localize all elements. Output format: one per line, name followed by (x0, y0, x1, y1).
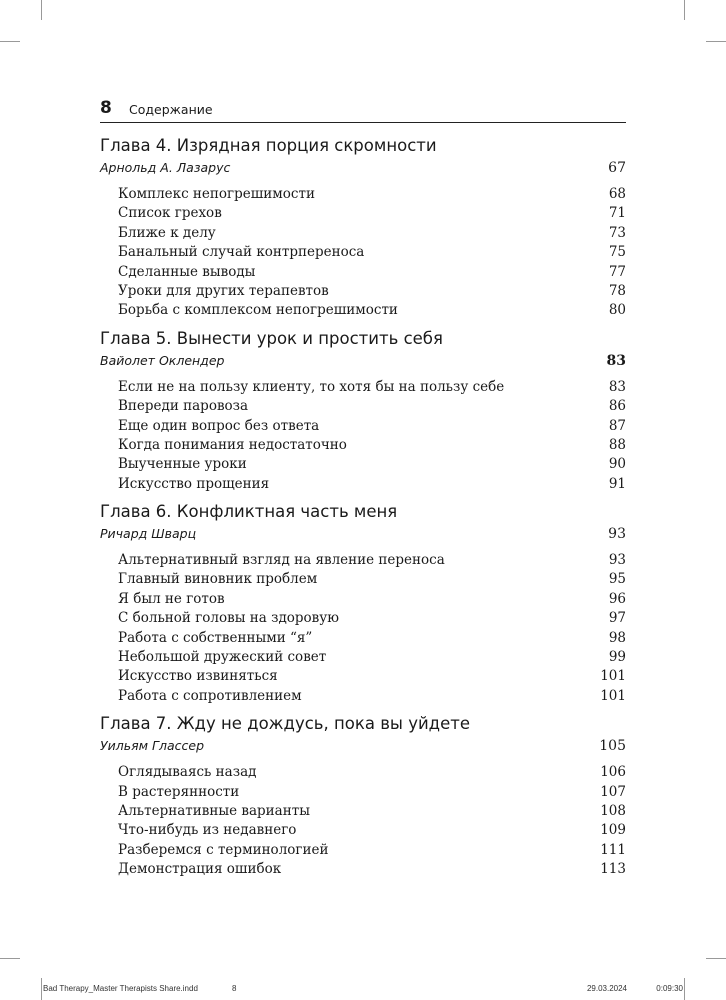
toc-entry-page: 88 (608, 436, 626, 453)
toc-entry-page: 86 (608, 398, 626, 415)
toc-entry-title: Что-нибудь из недавнего (118, 822, 297, 839)
chapter-block (100, 135, 626, 321)
toc-entry (100, 841, 626, 860)
chapter-title: Глава 4. Изрядная порция скромности (100, 136, 437, 155)
toc-entry (100, 475, 626, 494)
toc-entry-page: 75 (608, 244, 626, 261)
toc-entry (100, 378, 626, 397)
toc-entry-title: Выученные уроки (118, 456, 247, 473)
chapter-author: Арнольд А. Лазарус (100, 160, 231, 175)
crop-mark-bottom-right (684, 978, 685, 1000)
toc-entry (100, 282, 626, 301)
toc-entry-page: 101 (600, 687, 626, 704)
chapter-page-number: 83 (606, 352, 626, 369)
toc-entry (100, 185, 626, 204)
slug-date: 29.03.2024 (586, 984, 627, 993)
section-title: Содержание (129, 102, 213, 117)
toc-entry-page: 113 (600, 861, 626, 878)
toc-entry (100, 687, 626, 706)
toc-entry (100, 263, 626, 282)
crop-mark-top-right (684, 0, 685, 20)
slug-filename: Bad Therapy_Master Therapists Share.indd (43, 984, 198, 993)
chapter-author: Ричард Шварц (100, 526, 197, 542)
author-row (100, 735, 626, 757)
crop-mark-left-top (0, 41, 20, 42)
toc-entry (100, 301, 626, 320)
toc-entry (100, 204, 626, 223)
toc-entry-page: 107 (600, 783, 626, 800)
toc-entry (100, 455, 626, 474)
toc-entry (100, 397, 626, 416)
toc-entry-title: Список грехов (118, 205, 222, 222)
toc-entry (100, 243, 626, 262)
toc-entry-title: Если не на пользу клиенту, то хотя бы на пользу себе (118, 378, 505, 395)
toc-entry-title: Работа с сопротивлением (118, 687, 302, 704)
crop-mark-right-top (706, 41, 726, 42)
toc-entry-title: Оглядываясь назад (118, 764, 257, 781)
toc-entry-title: Я был не готов (118, 590, 225, 607)
toc-entry (100, 570, 626, 589)
toc-entry-title: Работа с собственными “я” (118, 629, 313, 646)
author-row (100, 350, 626, 372)
toc-entry-page: 109 (600, 822, 626, 839)
toc-entry-title: Комплекс непогрешимости (118, 186, 315, 202)
toc-entry (100, 609, 626, 628)
toc-entry-title: Впереди паровоза (118, 398, 249, 415)
toc-entry (100, 763, 626, 782)
toc-entry-page: 106 (600, 764, 626, 781)
chapter-page-number: 67 (608, 160, 626, 176)
running-header (100, 100, 626, 123)
toc-entry-title: Разберемся с терминологией (118, 841, 329, 858)
toc-entry-page: 83 (608, 378, 626, 395)
crop-mark-bottom-left (41, 978, 42, 1000)
chapter-title: Глава 7. Жду не дождусь, пока вы уйдете (100, 714, 471, 734)
toc-entry-title: Демонстрация ошибок (118, 861, 282, 878)
toc-entry (100, 821, 626, 840)
crop-mark-left-bottom (0, 958, 20, 959)
author-row (100, 157, 626, 179)
author-row (100, 523, 626, 545)
toc-entry-page: 80 (608, 302, 626, 319)
toc-entry (100, 802, 626, 821)
table-of-contents (100, 135, 626, 887)
chapter-page-number: 105 (599, 738, 626, 755)
print-slug (43, 984, 683, 998)
toc-entry-page: 96 (608, 590, 626, 607)
chapter-author: Вайолет Оклендер (100, 352, 225, 368)
toc-entry-page: 77 (608, 263, 626, 280)
toc-entry-page: 98 (608, 629, 626, 646)
toc-entry-page: 68 (608, 186, 626, 202)
toc-entry-page: 91 (608, 475, 626, 492)
toc-entry-page: 73 (608, 224, 626, 241)
toc-entry-page: 90 (608, 456, 626, 473)
toc-entry-title: Уроки для других терапевтов (118, 282, 329, 299)
toc-entry-page: 111 (600, 841, 626, 858)
toc-entry-page: 101 (600, 668, 626, 685)
toc-entry (100, 224, 626, 243)
toc-entry-title: Искусство извиняться (118, 668, 278, 685)
toc-entry-title: В растерянности (118, 783, 240, 800)
toc-entry-title: Борьба с комплексом непогрешимости (118, 302, 398, 319)
chapter-title: Глава 5. Вынести урок и простить себя (100, 328, 443, 348)
page-number: 8 (100, 98, 112, 118)
toc-entry-page: 97 (608, 610, 626, 627)
toc-entry-page: 93 (608, 552, 626, 569)
chapter-block (100, 328, 626, 494)
toc-entry-title: Ближе к делу (118, 224, 216, 241)
toc-entry (100, 783, 626, 802)
toc-entry-title: Сделанные выводы (118, 263, 256, 280)
chapter-block (100, 501, 626, 706)
toc-entry-page: 71 (608, 205, 626, 222)
chapter-page-number: 93 (608, 526, 626, 543)
toc-entry (100, 667, 626, 686)
toc-entry (100, 860, 626, 879)
toc-entry-title: Банальный случай контрпереноса (118, 244, 365, 261)
toc-entry-title: С больной головы на здоровую (118, 610, 339, 627)
toc-entry-page: 78 (608, 282, 626, 299)
toc-entry (100, 648, 626, 667)
toc-entry-title: Альтернативный взгляд на явление переноса (118, 552, 445, 569)
toc-entry-page: 99 (608, 649, 626, 666)
crop-mark-right-bottom (706, 958, 726, 959)
toc-entry-title: Главный виновник проблем (118, 571, 318, 588)
toc-entry (100, 551, 626, 570)
toc-entry-page: 95 (608, 571, 626, 588)
toc-entry-title: Когда понимания недостаточно (118, 436, 347, 453)
chapter-title: Глава 6. Конфликтная часть меня (100, 502, 398, 522)
chapter-author: Уильям Глассер (100, 738, 205, 754)
toc-entry (100, 590, 626, 609)
toc-entry-title: Еще один вопрос без ответа (118, 417, 320, 434)
crop-mark-top-left (41, 0, 42, 20)
toc-entry (100, 629, 626, 648)
toc-entry-page: 108 (600, 802, 626, 819)
toc-entry-title: Искусство прощения (118, 475, 270, 492)
toc-entry-page: 87 (608, 417, 626, 434)
slug-page: 8 (232, 984, 237, 993)
slug-time: 0:09:30 (656, 984, 683, 993)
toc-entry-title: Небольшой дружеский совет (118, 649, 327, 666)
toc-entry (100, 436, 626, 455)
toc-entry (100, 417, 626, 436)
chapter-block (100, 713, 626, 879)
toc-entry-title: Альтернативные варианты (118, 802, 310, 819)
